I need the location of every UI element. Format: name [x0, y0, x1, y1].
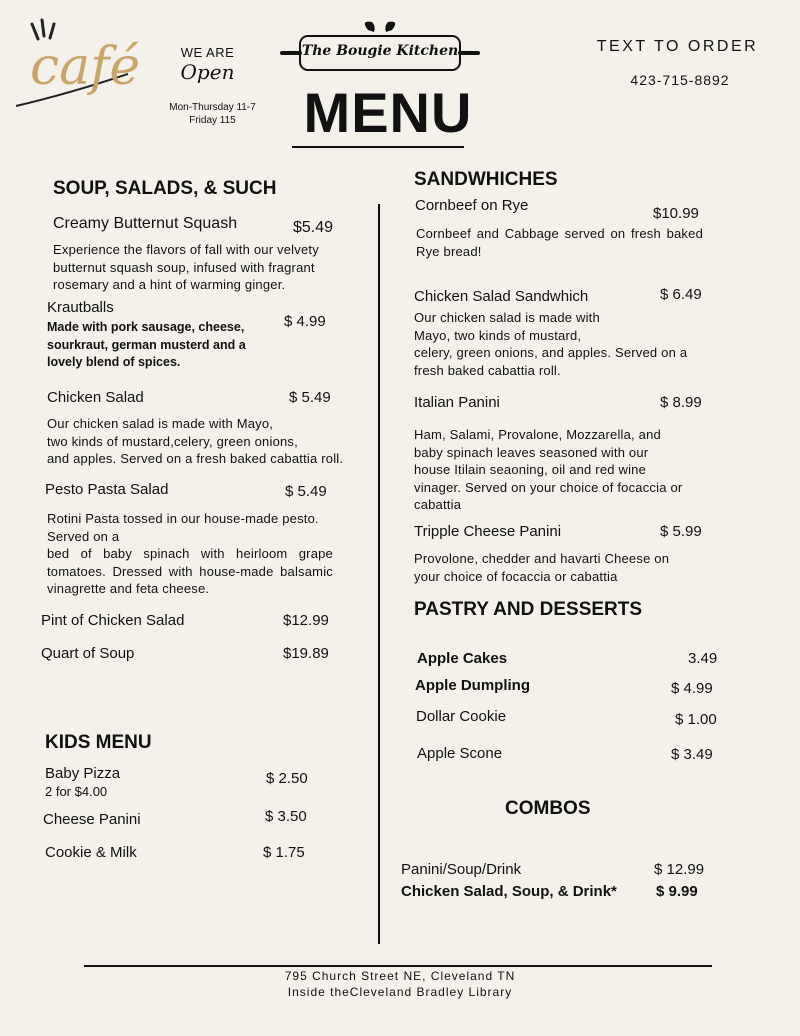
item-price: $ 8.99: [660, 394, 702, 411]
footer-location: Inside theCleveland Bradley Library: [287, 985, 513, 999]
footer-divider: [84, 965, 712, 967]
item-price: $ 4.99: [671, 680, 713, 697]
item-name: Italian Panini: [414, 394, 500, 411]
desc-line: Rotini Pasta tossed in our house-made pesto. Served on a: [47, 511, 319, 544]
item-name: Apple Scone: [417, 745, 503, 762]
sandwich-section-heading: SANDWHICHES: [414, 169, 558, 190]
item-description: Made with pork sausage, cheese, sourkraut, german musterd and a lovely blend of spices.: [47, 320, 246, 369]
item-name: Cookie & Milk: [45, 844, 137, 861]
item-price: $ 3.50: [265, 808, 307, 825]
soup-section-heading: SOUP, SALADS, & SUCH: [53, 178, 277, 199]
item-name: Pesto Pasta Salad: [45, 481, 169, 498]
item-name: Creamy Butternut Squash: [53, 215, 238, 232]
item-price: $ 9.99: [656, 883, 698, 900]
item-subtext: 2 for $4.00: [45, 784, 108, 799]
desc-line: two kinds of mustard,celery, green onions,: [47, 433, 298, 449]
item-name: Dollar Cookie: [416, 708, 507, 725]
item-name: Apple Dumpling: [415, 677, 530, 694]
item-name: Cornbeef on Rye: [415, 197, 529, 214]
hours-line-2: Friday 115: [189, 115, 236, 126]
we-are-label: WE ARE: [180, 45, 235, 60]
item-price: $ 1.00: [675, 711, 717, 728]
item-description: [47, 510, 333, 598]
kids-section-heading: KIDS MENU: [45, 732, 152, 753]
item-name: Chicken Salad, Soup, & Drink*: [401, 883, 617, 900]
item-name: Cheese Panini: [43, 811, 141, 828]
desc-line: bed of baby spinach with heirloom grape tomatoes. Dressed with house-made balsamic vinagrette and feta cheese.: [47, 546, 333, 596]
page-title: MENU: [303, 81, 473, 144]
item-price: 3.49: [688, 650, 718, 667]
hours-line-1: Mon-Thursday 11-7: [169, 102, 256, 113]
desc-line: Our chicken salad is made with Mayo,: [47, 416, 274, 431]
item-price: $5.49: [293, 219, 334, 236]
item-price: $ 3.49: [671, 746, 713, 763]
item-description: [414, 309, 704, 379]
item-description: Experience the flavors of fall with our velvety butternut squash soup, infused with fragrant rosemary and a hint of warming ginger.: [53, 242, 319, 292]
item-name: Apple Cakes: [417, 650, 508, 667]
footer: [200, 968, 600, 1000]
item-name: Baby Pizza: [45, 765, 121, 782]
item-price: $ 12.99: [654, 861, 705, 878]
desc-line: celery, green onions, and apples. Served on a fresh baked cabattia roll.: [414, 345, 688, 378]
item-price: $ 6.49: [660, 286, 702, 303]
item-name: Chicken Salad Sandwhich: [414, 288, 589, 305]
column-divider: [378, 204, 380, 944]
phone-number[interactable]: 423-715-8892: [630, 72, 730, 88]
item-name: Pint of Chicken Salad: [41, 612, 185, 629]
hours: [150, 101, 275, 127]
item-price: $10.99: [653, 205, 699, 222]
footer-address: 795 Church Street NE, Cleveland TN: [284, 969, 516, 983]
item-name: Panini/Soup/Drink: [401, 861, 522, 878]
title-divider: [292, 146, 464, 148]
item-price: $ 4.99: [284, 313, 326, 330]
item-description: Cornbeef and Cabbage served on fresh baked Rye bread!: [416, 226, 703, 259]
brand-name: The Bougie Kitchen: [301, 43, 459, 59]
desc-line: Our chicken salad is made with Mayo, two kinds of mustard,: [414, 310, 600, 343]
item-price: $ 5.99: [660, 523, 702, 540]
open-label: Open: [180, 60, 235, 84]
cafe-logo-text: café: [30, 37, 141, 97]
pastry-section-heading: PASTRY AND DESSERTS: [414, 599, 643, 620]
combos-section-heading: COMBOS: [505, 798, 591, 819]
item-description: Ham, Salami, Provalone, Mozzarella, and baby spinach leaves seasoned with our house Itilain seaoning, oil and red wine vinager. Served on your choice of focaccia or cabattia: [414, 427, 683, 512]
text-to-order-label: TEXT TO ORDER: [596, 38, 759, 55]
item-name: Krautballs: [47, 299, 114, 316]
item-name: Chicken Salad: [47, 389, 144, 406]
item-price: $ 5.49: [285, 483, 327, 500]
desc-line: and apples. Served on a fresh baked cabattia roll.: [47, 451, 344, 466]
item-description: [47, 415, 377, 468]
item-price: $ 1.75: [263, 844, 305, 861]
item-price: $ 2.50: [266, 770, 308, 787]
cafe-logo: [8, 14, 141, 104]
item-description: Provolone, chedder and havarti Cheese on your choice of focaccia or cabattia: [414, 551, 670, 584]
item-name: Tripple Cheese Panini: [414, 523, 562, 540]
item-price: $ 5.49: [289, 389, 331, 406]
item-price: $12.99: [283, 612, 329, 629]
item-name: Quart of Soup: [41, 645, 135, 662]
item-price: $19.89: [283, 645, 329, 662]
